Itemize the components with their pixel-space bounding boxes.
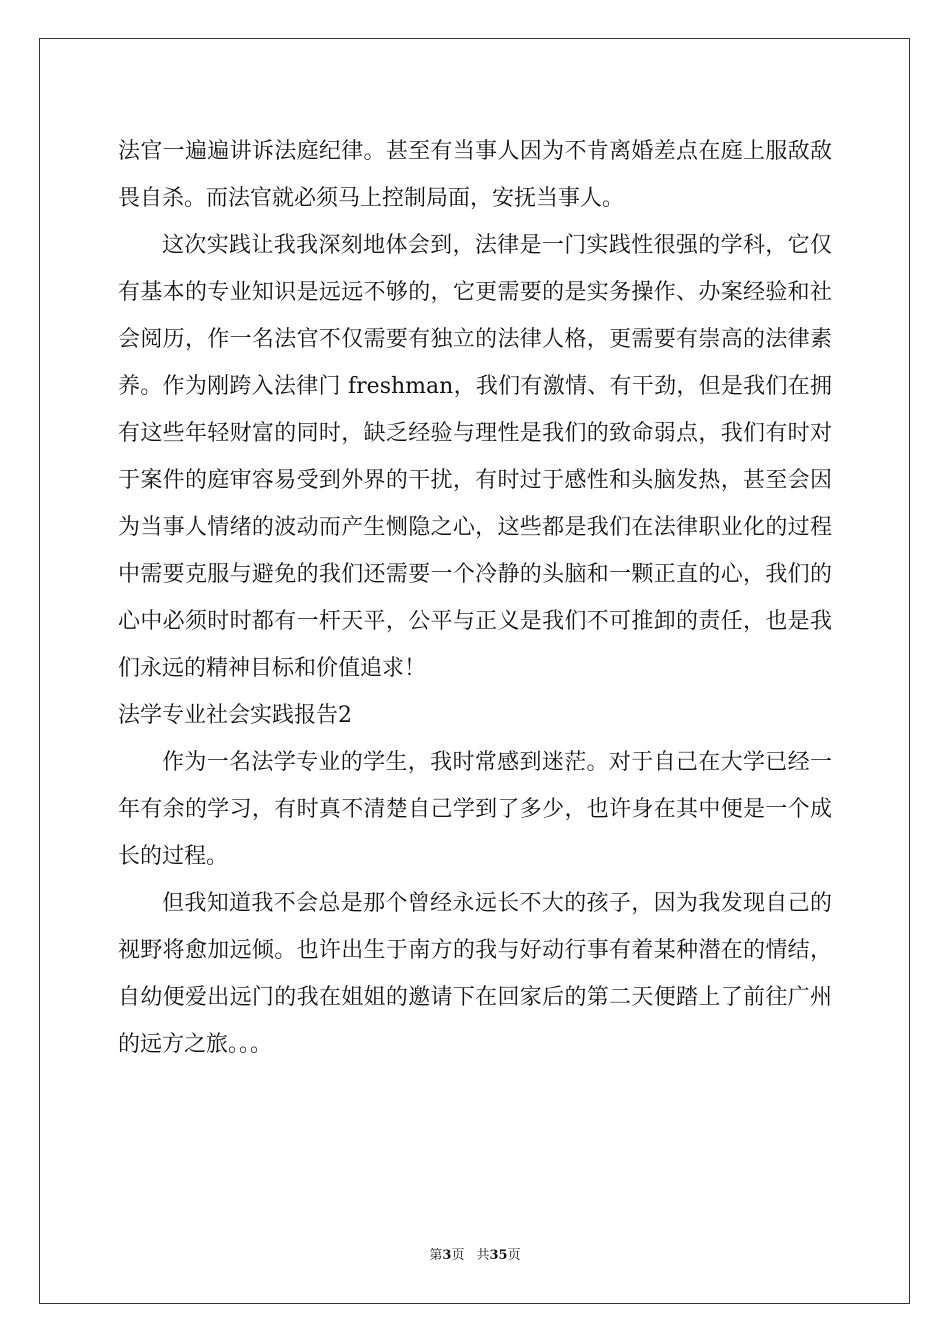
total-prefix: 共	[476, 1248, 490, 1263]
page-number: 3	[442, 1248, 452, 1263]
section-heading: 法学专业社会实践报告2	[118, 703, 352, 728]
paragraph-journey: 但我知道我不会总是那个曾经永远长不大的孩子，因为我发现自己的视野将愈加远倾。也许出生于南方的我与好动行事有着某种潜在的情结，自幼便爱出远门的我在姐姐的邀请下在回家后的第二天便踏上了前往广州的远方之旅。。。	[118, 891, 832, 1057]
document-body	[118, 128, 832, 1068]
paragraph-practice-reflection: 这次实践让我我深刻地体会到，法律是一门实践性很强的学科，它仅有基本的专业知识是远远不够的，它更需要的是实务操作、办案经验和社会阅历，作一名法官不仅需要有独立的法律人格，更需要有崇高的法律素养。作为刚跨入法律门 freshman，我们有激情、有干劲，但是我们在拥有这些年轻财富的同时，缺乏经验与理性是我们的致命弱点，我们有时对于案件的庭审容易受到外界的干扰，有时过于感性和头脑发热，甚至会因为当事人情绪的波动而产生恻隐之心，这些都是我们在法律职业化的过程中需要克服与避免的我们还需要一个冷静的头脑和一颗正直的心，我们的心中必须时时都有一杆天平，公平与正义是我们不可推卸的责任，也是我们永远的精神目标和价值追求！	[118, 233, 832, 681]
total-suffix: 页	[507, 1248, 521, 1263]
total-pages: 35	[489, 1248, 508, 1263]
paragraph-continuation: 法官一遍遍讲诉法庭纪律。甚至有当事人因为不肯离婚差点在庭上服敌敌畏自杀。而法官就必须马上控制局面，安抚当事人。	[118, 139, 832, 211]
page-footer	[0, 1244, 950, 1263]
page-prefix: 第	[429, 1248, 443, 1263]
paragraph-student-intro: 作为一名法学专业的学生，我时常感到迷茫。对于自己在大学已经一年有余的学习，有时真不清楚自己学到了多少，也许身在其中便是一个成长的过程。	[118, 750, 832, 869]
page-suffix: 页	[451, 1248, 465, 1263]
